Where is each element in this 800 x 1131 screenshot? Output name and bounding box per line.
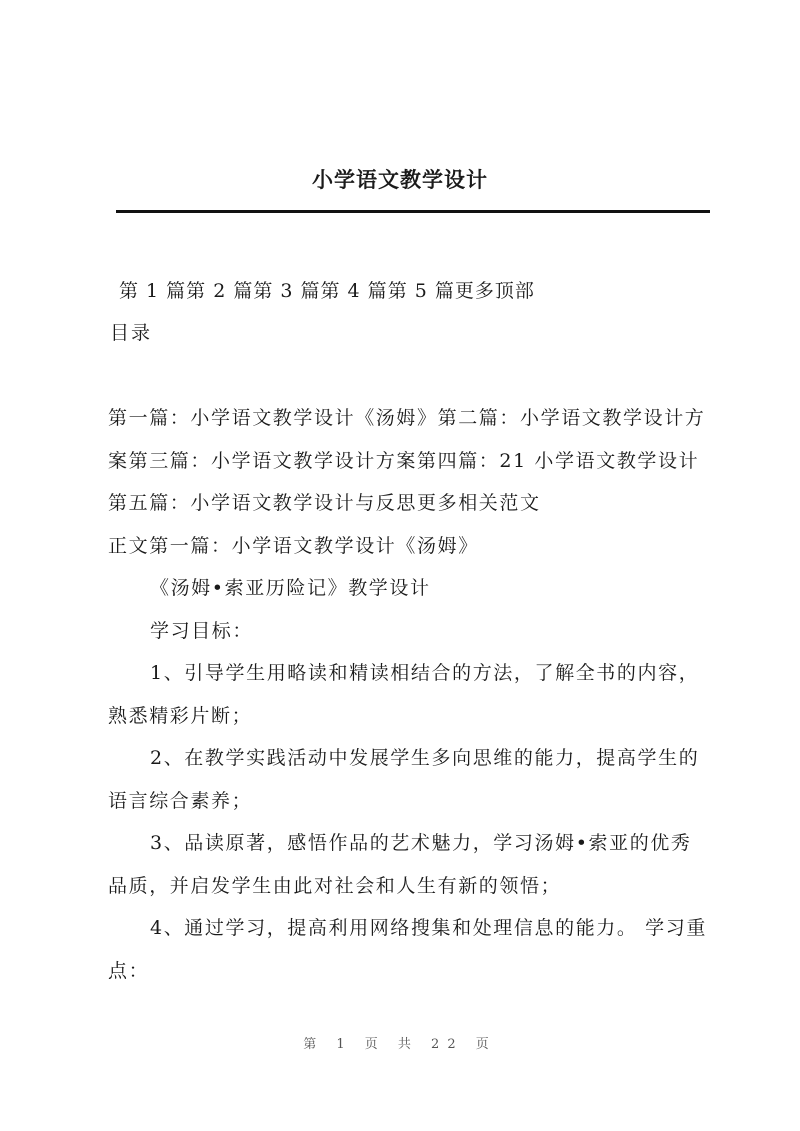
goal-item-3: 3、品读原著，感悟作品的艺术魅力，学习汤姆•索亚的优秀品质，并启发学生由此对社会和人生有新的领悟； — [108, 832, 692, 897]
toc-text: 第一篇：小学语文教学设计《汤姆》第二篇：小学语文教学设计方案第三篇：小学语文教学设计方案第四篇：21 小学语文教学设计第五篇：小学语文教学设计与反思更多相关范文 — [108, 407, 706, 514]
nav-link-chapter-2[interactable]: 第 2 篇 — [186, 280, 254, 302]
chapter-nav — [119, 276, 535, 303]
page-footer: 第 1 页 共 22 页 — [303, 1037, 497, 1052]
title-underline — [116, 210, 710, 213]
body-start-heading: 正文第一篇：小学语文教学设计《汤姆》 — [108, 534, 479, 557]
document-title: 小学语文教学设计 — [312, 167, 488, 192]
nav-link-chapter-3[interactable]: 第 3 篇 — [253, 280, 321, 302]
goals-label: 学习目标： — [150, 619, 254, 642]
nav-link-chapter-5[interactable]: 第 5 篇 — [387, 280, 455, 302]
toc-heading: 目录 — [110, 322, 153, 344]
goal-item-4: 4、通过学习，提高利用网络搜集和处理信息的能力。 学习重点： — [108, 917, 707, 982]
nav-link-more[interactable]: 更多 — [454, 280, 495, 302]
nav-link-chapter-4[interactable]: 第 4 篇 — [320, 280, 388, 302]
lesson-subtitle: 《汤姆•索亚历险记》教学设计 — [150, 577, 431, 599]
goal-item-1: 1、引导学生用略读和精读相结合的方法，了解全书的内容，熟悉精彩片断； — [108, 662, 700, 727]
document-body — [108, 397, 708, 992]
goal-item-2: 2、在教学实践活动中发展学生多向思维的能力，提高学生的语言综合素养； — [108, 747, 700, 812]
nav-link-chapter-1[interactable]: 第 1 篇 — [119, 280, 187, 302]
nav-link-top[interactable]: 顶部 — [494, 280, 535, 302]
